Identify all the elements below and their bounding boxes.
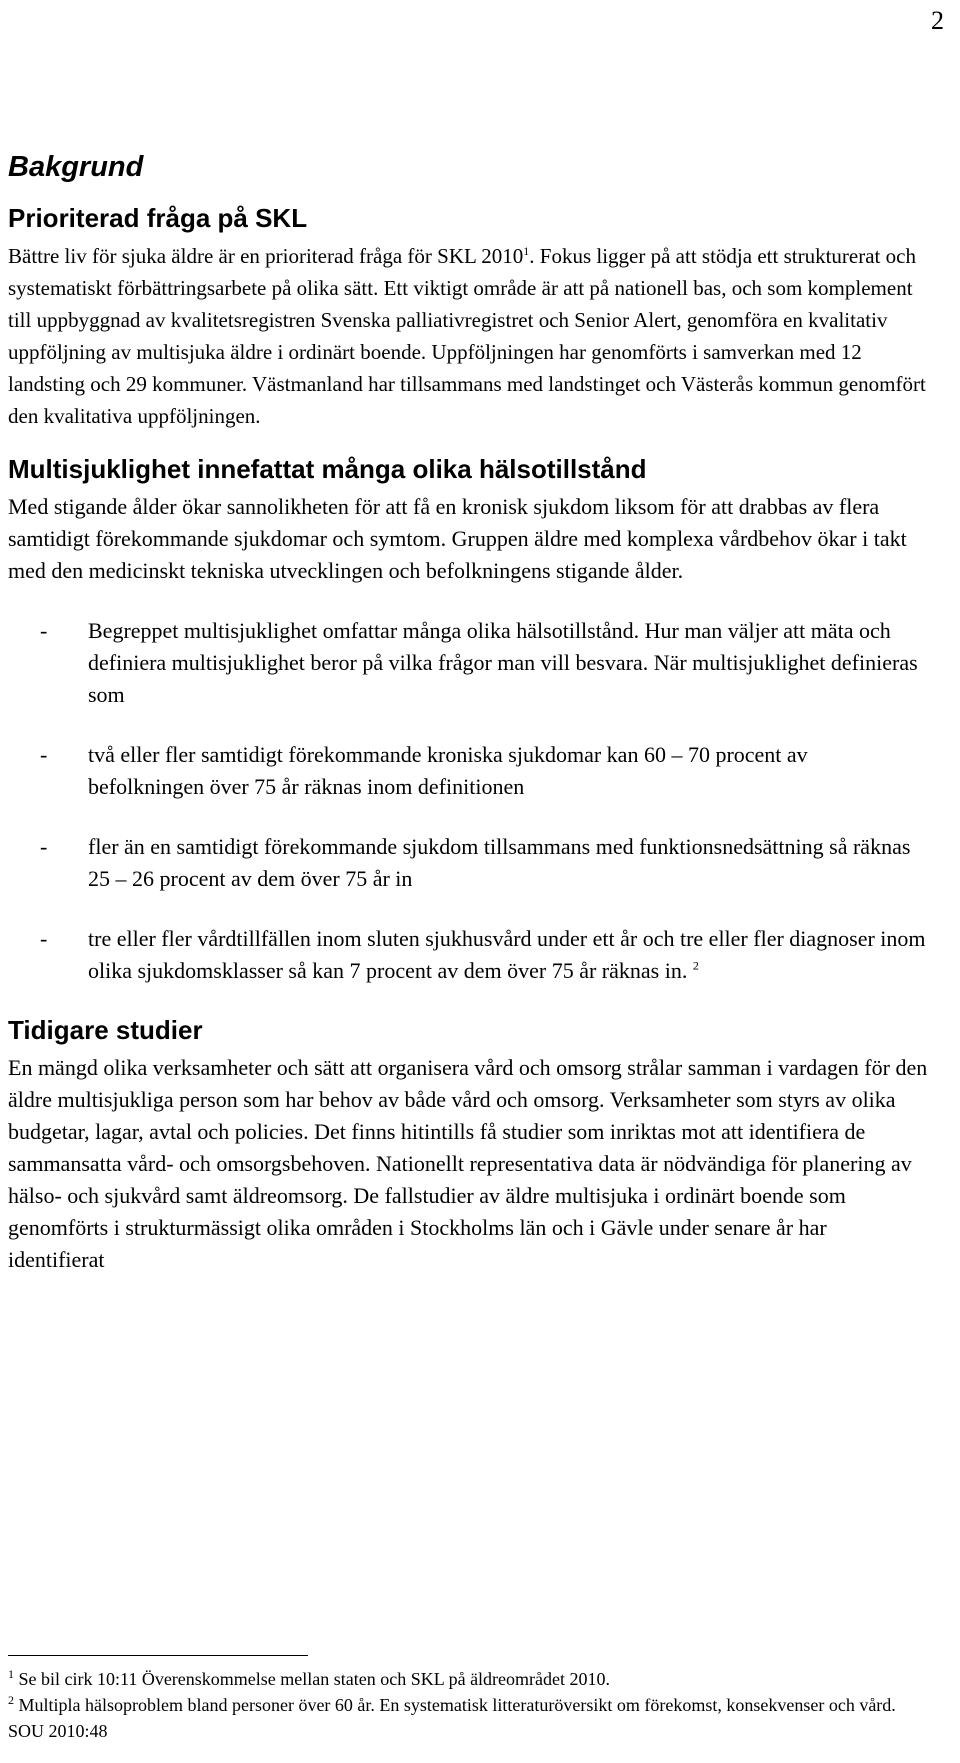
footnote-ref: 1 — [523, 243, 530, 258]
list-item — [8, 831, 928, 895]
list-item-text: tre eller fler vårdtillfällen inom sluten sjukhusvård under ett år och tre eller fler diagnoser inom olika sjukdomsklasser så kan 7 procent av dem över 75 år räknas in. $^2$ — [88, 926, 926, 984]
footnotes — [8, 1655, 928, 1744]
list-dash: - — [40, 742, 48, 768]
footnote-divider — [8, 1655, 308, 1656]
section-multisjuklighet — [8, 454, 928, 987]
list-item — [8, 923, 928, 987]
section-paragraph: Bättre liv för sjuka äldre är en prioriterad fråga för SKL 2010$^1$. Fokus ligger på att stödja ett strukturerat och systematiskt förbättringsarbete på olika sätt. Ett viktigt område är att på nationell bas, och som komplement till uppbyggnad av kvalitetsregistren Svenska palliativregistret och Senior Alert, genomföra en kvalitativ uppföljning av multisjuka äldre i ordinärt boende. Uppföljningen har genomförts i samverkan med 12 landsting och 29 kommuner. Västmanland har tillsammans med landstinget och Västerås kommun genomfört den kvalitativa uppföljningen. — [8, 243, 926, 428]
section-prioriterad — [8, 203, 928, 432]
list-dash: - — [40, 618, 48, 644]
list-item-text: två eller fler samtidigt förekommande kroniska sjukdomar kan 60 – 70 procent av befolkningen över 75 år räknas inom definitionen — [88, 742, 808, 800]
section-heading: Tidigare studier — [8, 1015, 203, 1046]
list-item — [8, 615, 928, 711]
footnote: $^2$ Multipla hälsoproblem bland personer över 60 år. En systematisk litteraturöversikt om förekomst, konsekvenser och vård. SOU 2010:48 — [8, 1693, 896, 1741]
list-item-text: fler än en samtidigt förekommande sjukdom tillsammans med funktionsnedsättning så räknas 25 – 26 procent av dem över 75 år in — [88, 834, 911, 892]
section-paragraph: En mängd olika verksamheter och sätt att organisera vård och omsorg strålar samman i vardagen för den äldre multisjukliga person som har behov av både vård och omsorg. Verksamheter som styrs av olika budgetar, lagar, avtal och policies. Det finns hitintills få studier som inriktas mot att identifiera de sammansatta vård- och omsorgsbehoven. Nationellt representativa data är nödvändiga för planering av hälso- och sjukvård samt äldreomsorg. De fallstudier av äldre multisjuka i ordinärt boende som genomförts i strukturmässigt olika områden i Stockholms län och i Gävle under senare år har identifierat — [8, 1055, 928, 1273]
list-dash: - — [40, 926, 48, 952]
page-number: 2 — [931, 6, 944, 35]
footnote-ref: 2 — [692, 958, 699, 973]
section-heading: Prioriterad fråga på SKL — [8, 202, 308, 233]
definition-list — [8, 615, 928, 987]
list-item-text: Begreppet multisjuklighet omfattar många olika hälsotillstånd. Hur man väljer att mäta och definiera multisjuklighet beror på vilka frågor man vill besvara. När multisjuklighet definieras som — [88, 618, 918, 708]
list-dash: - — [40, 834, 48, 860]
footnote: $^1$ Se bil cirk 10:11 Överenskommelse mellan staten och SKL på äldreområdet 2010. — [8, 1667, 611, 1689]
section-paragraph: Med stigande ålder ökar sannolikheten för att få en kronisk sjukdom liksom för att drabbas av flera samtidigt förekommande sjukdomar och symtom. Gruppen äldre med komplexa vårdbehov ökar i takt med den medicinskt tekniska utvecklingen och befolkningens stigande ålder. — [8, 494, 907, 584]
section-tidigare-studier — [8, 1015, 928, 1276]
section-heading: Multisjuklighet innefattat många olika hälsotillstånd — [8, 453, 647, 484]
main-heading: Bakgrund — [8, 151, 144, 183]
document-body — [8, 140, 928, 1298]
list-item — [8, 739, 928, 803]
